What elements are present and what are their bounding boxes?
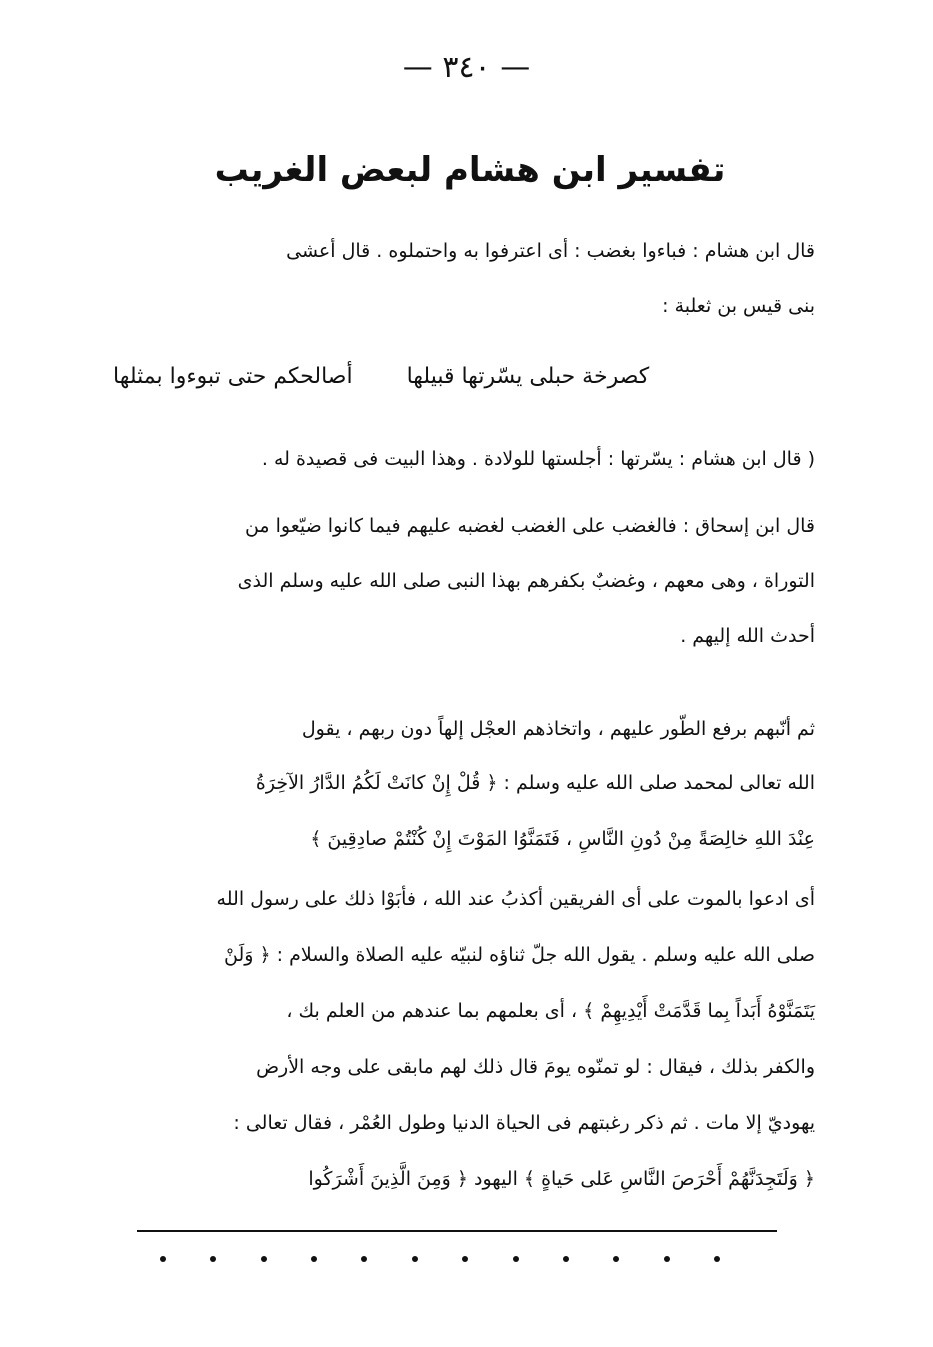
paragraph3-line-3: عِنْدَ اللهِ خالِصَةً مِنْ دُونِ النَّاسِ ، فَتَمَنَّوُا المَوْتَ إِنْ كُنْتُمْ صادِقِينَ ﴾: [310, 828, 815, 850]
footer-dot: [613, 1256, 619, 1262]
paragraph1-line-1: قال ابن هشام : فباءوا بغضب : أى اعترفوا به واحتملوه . قال أعشى: [286, 240, 815, 262]
footer-dot: [563, 1256, 569, 1262]
note-line: ( قال ابن هشام : يسّرتها : أجلستها للولادة . وهذا البيت فى قصيدة له .: [261, 448, 815, 470]
paragraph3-line-9: ﴿ وَلَتَجِدَنَّهُمْ أَحْرَصَ النَّاسِ عَلى حَياةٍ ﴾ اليهود ﴿ وَمِنَ الَّذِينَ أَشْرَكُوا: [308, 1168, 815, 1190]
footer-rule: [137, 1230, 777, 1232]
paragraph3-line-2: الله تعالى لمحمد صلى الله عليه وسلم : ﴿ قُلْ إِنْ كانَتْ لَكُمُ الدَّارُ الآخِرَةُ: [255, 772, 815, 794]
paragraph2-line-3: أحدث الله إليهم .: [680, 625, 815, 647]
footer-dot: [664, 1256, 670, 1262]
paragraph3-line-6: يَتَمَنَّوْهُ أَبَداً بِما قَدَّمَتْ أَيْدِيهِمْ ﴾ ، أى بعلمهم بما عندهم من العلم بك ،: [286, 1000, 815, 1022]
paragraph2-line-2: التوراة ، وهى معهم ، وغضبٌ بكفرهم بهذا النبى صلى الله عليه وسلم الذى: [237, 570, 815, 592]
footer-dot: [261, 1256, 267, 1262]
footer-dot: [361, 1256, 367, 1262]
footer-dot: [160, 1256, 166, 1262]
poem-first-hemistich: أصالحكم حتى تبوءوا بمثلها: [113, 364, 353, 389]
poem-verse: [113, 364, 813, 389]
paragraph3-line-7: والكفر بذلك ، فيقال : لو تمنّوه يومَ قال ذلك لهم مابقى على وجه الأرض: [256, 1056, 815, 1078]
footer-dot: [412, 1256, 418, 1262]
footer-dot: [311, 1256, 317, 1262]
section-title: تفسير ابن هشام لبعض الغريب: [214, 150, 726, 190]
paragraph3-line-1: ثم أنّبهم برفع الطّور عليهم ، واتخاذهم العجْل إلهاً دون ربهم ، يقول: [301, 718, 815, 740]
paragraph2-line-1: قال ابن إسحاق : فالغضب على الغضب لغضبه عليهم فيما كانوا ضيّعوا من: [244, 515, 815, 537]
footer-dot: [714, 1256, 720, 1262]
footer-dots: [160, 1256, 720, 1262]
paragraph1-line-2: بنى قيس بن ثعلبة :: [662, 295, 815, 317]
paragraph3-line-8: يهوديّ إلا مات . ثم ذكر رغبتهم فى الحياة الدنيا وطول العُمْر ، فقال تعالى :: [233, 1112, 815, 1134]
paragraph3-line-5: صلى الله عليه وسلم . يقول الله جلّ ثناؤه لنبيّه عليه الصلاة والسلام : ﴿ وَلَنْ: [224, 944, 815, 966]
page-number: — ٣٤٠ —: [402, 50, 531, 85]
paragraph3-line-4: أى ادعوا بالموت على أى الفريقين أكذبُ عند الله ، فأبَوْا ذلك على رسول الله: [216, 888, 815, 910]
footer-dot: [513, 1256, 519, 1262]
poem-second-hemistich: كصرخة حبلى يسّرتها قبيلها: [406, 364, 650, 389]
footer-dot: [210, 1256, 216, 1262]
footer-dot: [462, 1256, 468, 1262]
